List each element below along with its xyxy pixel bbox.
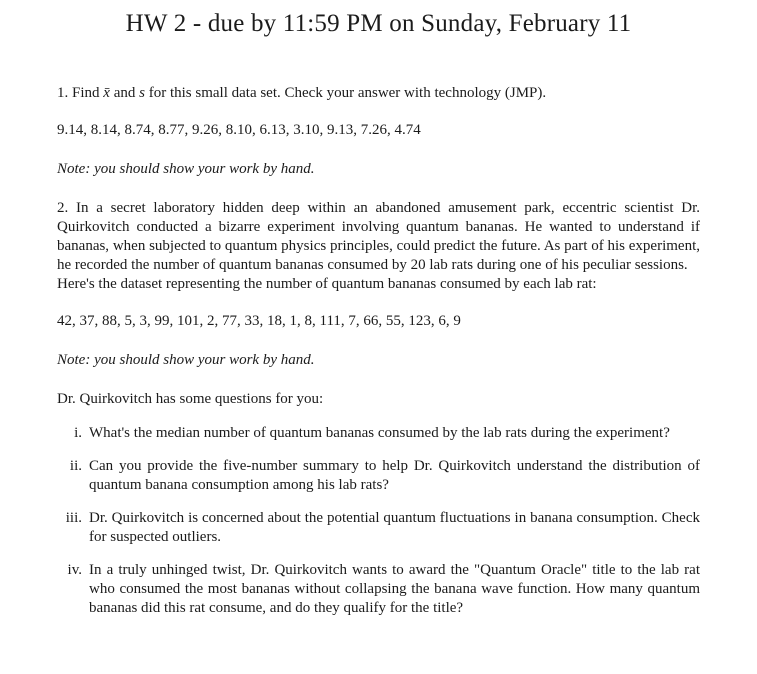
problem2-dataset-lead: Here's the dataset representing the number of quantum bananas consumed by each lab rat: — [57, 276, 597, 292]
problem1-note: Note: you should show your work by hand. — [57, 161, 315, 177]
s-symbol: s — [139, 85, 145, 101]
questions-list — [57, 424, 700, 618]
question-text-iii: Dr. Quirkovitch is concerned about the potential quantum fluctuations in banana consumption. Check for suspected outliers. — [89, 510, 700, 545]
problem1-intro — [57, 84, 700, 103]
question-numeral-iv: iv. — [67, 562, 82, 578]
question-text-i: What's the median number of quantum bananas consumed by the lab rats during the experiment? — [89, 425, 670, 441]
question-text-ii: Can you provide the five-number summary to help Dr. Quirkovitch understand the distribution of quantum banana consumption among his lab rats? — [89, 458, 700, 493]
problem2-note: Note: you should show your work by hand. — [57, 352, 315, 368]
problem2-dataset: 42, 37, 88, 5, 3, 99, 101, 2, 77, 33, 18, 1, 8, 111, 7, 66, 55, 123, 6, 9 — [57, 313, 461, 329]
xbar-symbol: x̄ — [103, 85, 110, 101]
problem1-intro-suffix: for this small data set. Check your answer with technology (JMP). — [144, 85, 547, 101]
question-item-iv — [57, 561, 700, 618]
page-title: HW 2 - due by 11:59 PM on Sunday, February 11 — [125, 10, 632, 37]
question-text-iv: In a truly unhinged twist, Dr. Quirkovitch wants to award the "Quantum Oracle" title to the lab rat who consumed the most bananas without collapsing the banana wave function. How many quantum bananas did this rat consume, and do they qualify for the title? — [89, 562, 700, 616]
question-item-ii — [57, 457, 700, 495]
question-numeral-i: i. — [74, 425, 82, 441]
problem1-dataset: 9.14, 8.14, 8.74, 8.77, 9.26, 8.10, 6.13, 3.10, 9.13, 7.26, 4.74 — [57, 122, 421, 138]
question-numeral-iii: iii. — [65, 510, 82, 526]
questions-lead: Dr. Quirkovitch has some questions for you: — [57, 391, 324, 407]
problem2-intro: 2. In a secret laboratory hidden deep within an abandoned amusement park, eccentric scientist Dr. Quirkovitch conducted a bizarre experiment involving quantum bananas. He wanted to understand if bananas, when subjected to quantum physics principles, could predict the future. As part of his experiment, he recorded the number of quantum bananas consumed by 20 lab rats during one of his peculiar sessions. — [57, 200, 700, 273]
question-item-i — [57, 424, 700, 443]
question-numeral-ii: ii. — [69, 458, 82, 474]
question-item-iii — [57, 509, 700, 547]
problem1-intro-mid: and — [109, 85, 140, 101]
problem1-intro-prefix: 1. Find — [57, 85, 104, 101]
